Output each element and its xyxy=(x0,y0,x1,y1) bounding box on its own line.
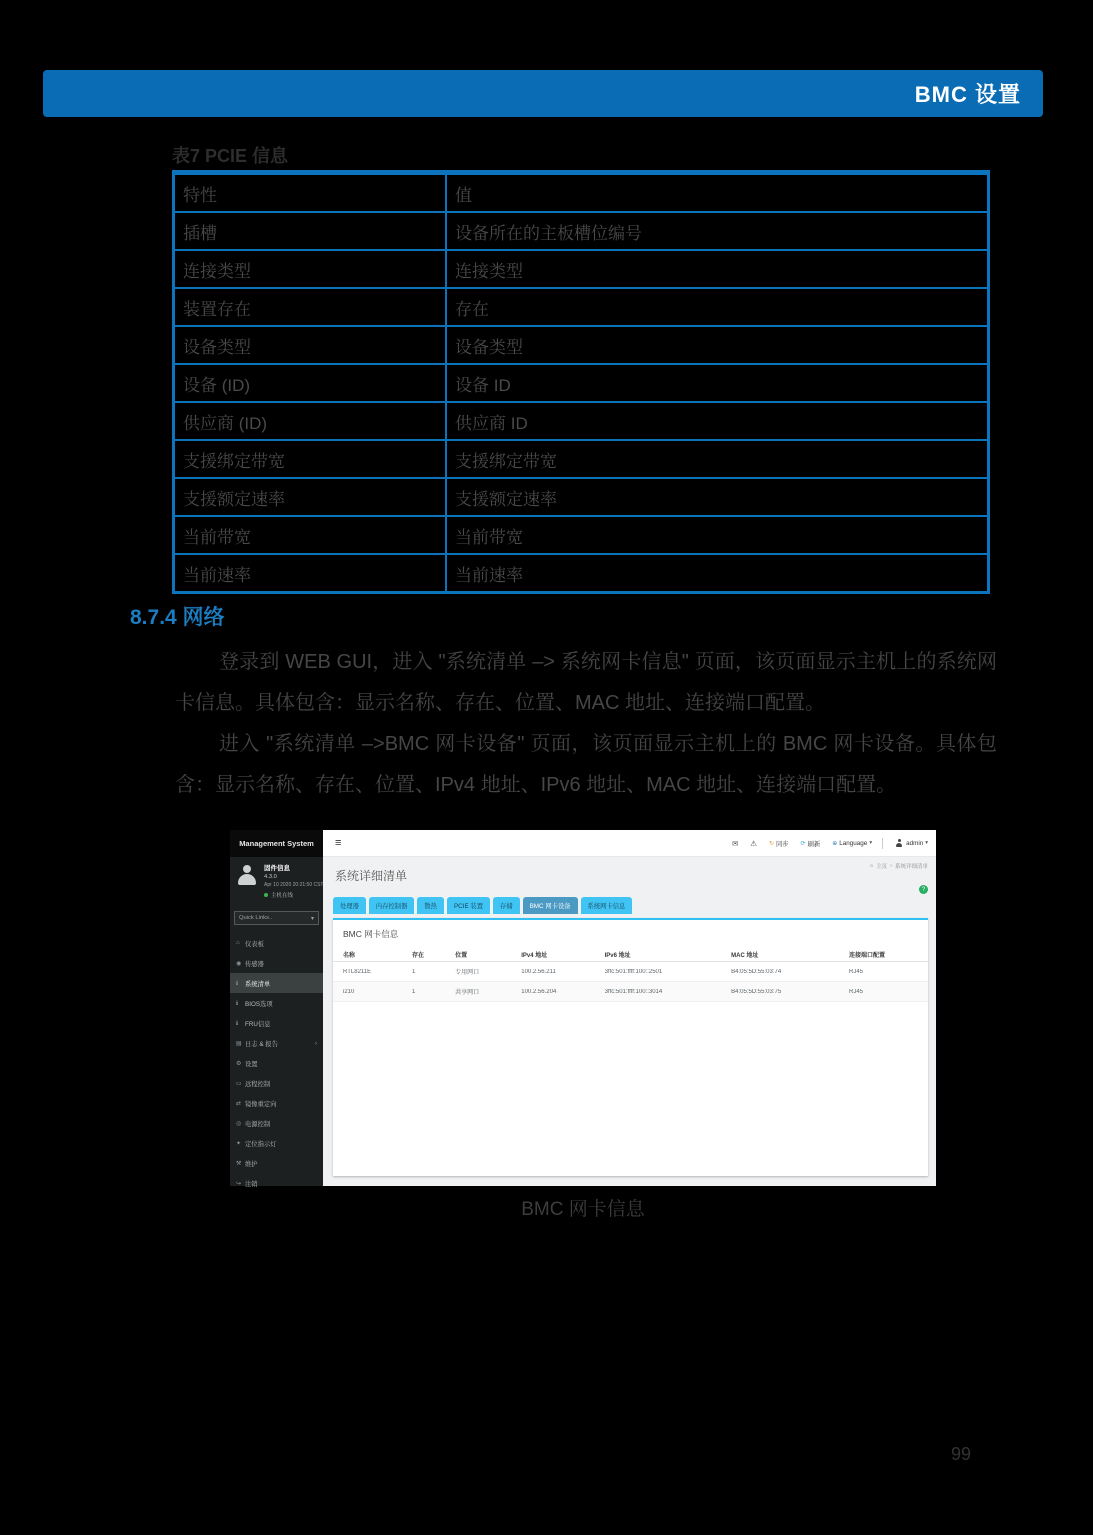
figure-caption: BMC 网卡信息 xyxy=(521,1199,645,1220)
pcie-header-value: 值 xyxy=(446,173,989,213)
cell-location: 共享网口 xyxy=(455,990,480,996)
quick-links-dropdown[interactable] xyxy=(234,911,319,925)
pcie-header-feature: 特性 xyxy=(174,173,447,213)
submenu-arrow-icon: › xyxy=(314,1039,317,1047)
pcie-row xyxy=(174,440,989,478)
chapter-title: BMC 设置 xyxy=(914,82,1021,107)
cell-ipv4: 100.2.56.211 xyxy=(521,968,556,975)
home-icon: ⌂ xyxy=(869,863,874,869)
sidebar-menu-item[interactable] xyxy=(230,933,323,953)
inventory-tabs xyxy=(333,897,635,914)
table-row[interactable] xyxy=(333,962,928,982)
mail-icon[interactable]: ✉ xyxy=(731,838,739,848)
sidebar-menu-item[interactable] xyxy=(230,1093,323,1113)
pcie-cell-feature: 装置存在 xyxy=(174,288,447,326)
bmc-table-body xyxy=(333,962,928,1002)
firmware-version: 4.3.0 xyxy=(264,874,277,880)
menu-item-icon: ⚒ xyxy=(236,1160,242,1167)
menu-item-label: 维护 xyxy=(245,1160,258,1168)
cell-location: 专用网口 xyxy=(455,970,480,976)
pcie-cell-feature: 设备 (ID) xyxy=(174,364,447,402)
panel-title: BMC 网卡信息 xyxy=(343,929,399,939)
sidebar-menu-item[interactable] xyxy=(230,1073,323,1093)
firmware-info-block xyxy=(230,857,323,907)
pcie-row xyxy=(174,250,989,288)
menu-item-icon: ▭ xyxy=(236,1080,242,1087)
firmware-info-title: 固件信息 xyxy=(264,865,290,872)
menu-item-label: 定位指示灯 xyxy=(245,1140,277,1148)
menu-item-icon: ◎ xyxy=(236,1120,242,1127)
cell-name: RTL8211E xyxy=(343,968,372,975)
alert-icon[interactable]: ⚠ xyxy=(750,838,757,848)
breadcrumb-home[interactable]: 主页 xyxy=(876,864,888,870)
sync-icon: ↻ xyxy=(769,840,775,847)
tab-label: 处理器 xyxy=(340,903,359,910)
app-brand: Management System xyxy=(230,830,323,857)
pcie-cell-value: 设备所在的主板槽位编号 xyxy=(446,212,989,250)
admin-menu[interactable]: admin ▾ xyxy=(906,839,928,847)
pcie-row xyxy=(174,402,989,440)
menu-item-label: 设置 xyxy=(245,1060,258,1068)
tab-label: 存储 xyxy=(500,903,513,910)
pcie-cell-value: 当前带宽 xyxy=(446,516,989,554)
chapter-header-bar xyxy=(43,70,1043,117)
sidebar-menu-item[interactable] xyxy=(230,1053,323,1073)
cell-mac: B4:05:5D:55:03:75 xyxy=(731,988,782,995)
sidebar-menu-item[interactable] xyxy=(230,1113,323,1133)
app-sidebar xyxy=(230,857,323,1186)
col-ipv4: IPv4 地址 xyxy=(521,952,548,959)
bmc-table-header-row xyxy=(333,947,928,962)
status-dot-icon xyxy=(264,893,268,897)
inventory-tab[interactable] xyxy=(369,897,414,914)
breadcrumb-current: 系统详细清单 xyxy=(894,864,928,870)
host-status-label: 主机在线 xyxy=(271,893,294,899)
pcie-row xyxy=(174,288,989,326)
help-icon[interactable]: ? xyxy=(919,885,928,894)
language-dropdown[interactable]: ⊕ Language ▾ xyxy=(832,839,873,847)
menu-item-icon: ◉ xyxy=(236,960,242,967)
sync-button[interactable]: ↻ 同步 xyxy=(769,840,789,848)
paragraph-2: 进入 "系统清单 –>BMC 网卡设备" 页面，该页面显示主机上的 BMC 网卡设备。具体包含：显示名称、存在、位置、IPv4 地址、IPv6 地址、MAC 地址、连接端口配置。 xyxy=(175,733,997,796)
cell-name: i210 xyxy=(343,988,355,995)
paragraph-1: 登录到 WEB GUI，进入 "系统清单 –> 系统网卡信息" 页面，该页面显示主机上的系统网卡信息。具体包含：显示名称、存在、位置、MAC 地址、连接端口配置。 xyxy=(175,651,997,714)
chevron-down-icon: ▾ xyxy=(925,840,928,846)
pcie-cell-feature: 供应商 (ID) xyxy=(174,402,447,440)
sidebar-menu-item[interactable] xyxy=(230,953,323,973)
menu-item-icon: ⇄ xyxy=(236,1100,242,1107)
pcie-row xyxy=(174,326,989,364)
sidebar-menu-item[interactable] xyxy=(230,993,323,1013)
menu-item-icon: ℹ xyxy=(236,1020,239,1027)
hamburger-menu-icon[interactable]: ≡ xyxy=(335,837,342,849)
sidebar-menu-item[interactable] xyxy=(230,1033,323,1053)
chevron-down-icon: ▾ xyxy=(869,840,873,846)
pcie-cell-feature: 支援绑定带宽 xyxy=(174,440,447,478)
pcie-cell-feature: 插槽 xyxy=(174,212,447,250)
col-location: 位置 xyxy=(455,952,468,959)
sidebar-menu-item[interactable] xyxy=(230,1013,323,1033)
pcie-row xyxy=(174,554,989,593)
bmc-webui-screenshot xyxy=(230,830,936,1186)
menu-item-label: 传感器 xyxy=(245,960,264,968)
tab-label: PCIE 装置 xyxy=(453,903,484,910)
pcie-cell-feature: 设备类型 xyxy=(174,326,447,364)
cell-port-config: RJ45 xyxy=(849,968,864,975)
cell-ipv4: 100.2.56.204 xyxy=(521,988,557,995)
pcie-cell-value: 支援绑定带宽 xyxy=(446,440,989,478)
cell-present: 1 xyxy=(412,968,416,975)
inventory-tab[interactable] xyxy=(333,897,366,914)
sidebar-menu xyxy=(230,933,323,1193)
tab-label: 系统网卡信息 xyxy=(587,903,626,910)
cell-mac: B4:05:5D:55:03:74 xyxy=(731,968,782,975)
pcie-cell-feature: 支援额定速率 xyxy=(174,478,447,516)
menu-item-icon: ℹ xyxy=(236,980,239,987)
tab-label: BMC 网卡设备 xyxy=(529,903,571,910)
tab-label: 散热 xyxy=(424,903,437,910)
cell-port-config: RJ45 xyxy=(849,988,864,995)
section-heading: 8.7.4 网络 xyxy=(130,606,225,629)
menu-item-label: 系统清单 xyxy=(245,980,271,988)
pcie-header-row xyxy=(174,173,989,213)
sidebar-menu-item[interactable] xyxy=(230,1153,323,1173)
sidebar-menu-item[interactable] xyxy=(230,973,323,993)
sidebar-menu-item[interactable] xyxy=(230,1173,323,1193)
menu-item-icon: ⌂ xyxy=(236,940,240,946)
menu-item-icon: ✦ xyxy=(236,1140,242,1147)
admin-avatar-icon xyxy=(895,839,903,847)
menu-item-label: FRU信息 xyxy=(245,1020,271,1028)
table-row[interactable] xyxy=(333,982,928,1002)
breadcrumb xyxy=(870,862,928,870)
menu-item-label: 日志 & 报告 xyxy=(245,1040,278,1048)
pcie-row xyxy=(174,478,989,516)
pcie-cell-value: 设备 ID xyxy=(446,364,989,402)
pcie-cell-value: 连接类型 xyxy=(446,250,989,288)
menu-item-icon: ↪ xyxy=(236,1180,242,1187)
tab-label: 内存控制器 xyxy=(375,903,408,910)
globe-icon: ⊕ xyxy=(832,840,838,847)
pcie-row xyxy=(174,212,989,250)
pcie-info-table xyxy=(172,170,990,594)
menu-item-label: 电源控制 xyxy=(245,1120,271,1128)
cell-present: 1 xyxy=(412,988,416,995)
inventory-tab[interactable] xyxy=(523,897,578,914)
firmware-build-date: Apr 10 2020 20:21:50 CST xyxy=(264,882,324,888)
pcie-cell-value: 设备类型 xyxy=(446,326,989,364)
pcie-cell-value: 当前速率 xyxy=(446,554,989,593)
user-avatar-icon xyxy=(236,864,258,886)
app-main xyxy=(323,830,936,1186)
pcie-cell-value: 供应商 ID xyxy=(446,402,989,440)
menu-item-icon: ℹ xyxy=(236,1000,239,1007)
refresh-icon: ⟳ xyxy=(800,840,806,847)
pcie-row xyxy=(174,364,989,402)
bmc-nic-panel xyxy=(333,918,928,1176)
topbar-divider xyxy=(882,838,883,849)
col-mac: MAC 地址 xyxy=(731,952,759,959)
chevron-down-icon: ▾ xyxy=(310,915,314,922)
pcie-table-caption: 表7 PCIE 信息 xyxy=(172,146,289,166)
menu-item-icon: ▤ xyxy=(236,1040,242,1047)
col-port-config: 连接端口配置 xyxy=(849,952,886,959)
menu-item-label: BIOS选项 xyxy=(245,1000,273,1008)
inventory-tab[interactable] xyxy=(493,897,520,914)
refresh-button[interactable]: ⟳ 刷新 xyxy=(800,840,821,848)
cell-ipv6: 3ffc:501:ffff:100::3014 xyxy=(604,988,663,995)
breadcrumb-separator: › xyxy=(890,863,892,869)
pcie-cell-value: 支援额定速率 xyxy=(446,478,989,516)
pcie-cell-feature: 当前带宽 xyxy=(174,516,447,554)
menu-item-icon: ⚙ xyxy=(236,1060,242,1067)
menu-item-label: 镜像重定向 xyxy=(245,1100,277,1108)
pcie-row xyxy=(174,516,989,554)
col-ipv6: IPv6 地址 xyxy=(604,952,631,959)
col-present: 存在 xyxy=(412,952,425,959)
pcie-cell-value: 存在 xyxy=(446,288,989,326)
inventory-tab[interactable] xyxy=(447,897,490,914)
pcie-cell-feature: 当前速率 xyxy=(174,554,447,593)
sidebar-menu-item[interactable] xyxy=(230,1133,323,1153)
col-name: 名称 xyxy=(343,952,356,959)
app-content xyxy=(323,858,936,1186)
inventory-tab[interactable] xyxy=(581,897,633,914)
menu-item-label: 仪表板 xyxy=(245,940,264,948)
cell-ipv6: 3ffc:501:ffff:100::2501 xyxy=(604,968,663,975)
pcie-cell-feature: 连接类型 xyxy=(174,250,447,288)
app-topbar xyxy=(323,830,936,857)
page-title: 系统详细清单 xyxy=(335,869,408,883)
menu-item-label: 远程控制 xyxy=(245,1080,271,1088)
body-text xyxy=(175,642,997,806)
quick-links-label: Quick Links.. xyxy=(239,915,273,921)
page-number: 99 xyxy=(951,1444,972,1464)
inventory-tab[interactable] xyxy=(417,897,444,914)
menu-item-label: 注销 xyxy=(245,1180,258,1188)
